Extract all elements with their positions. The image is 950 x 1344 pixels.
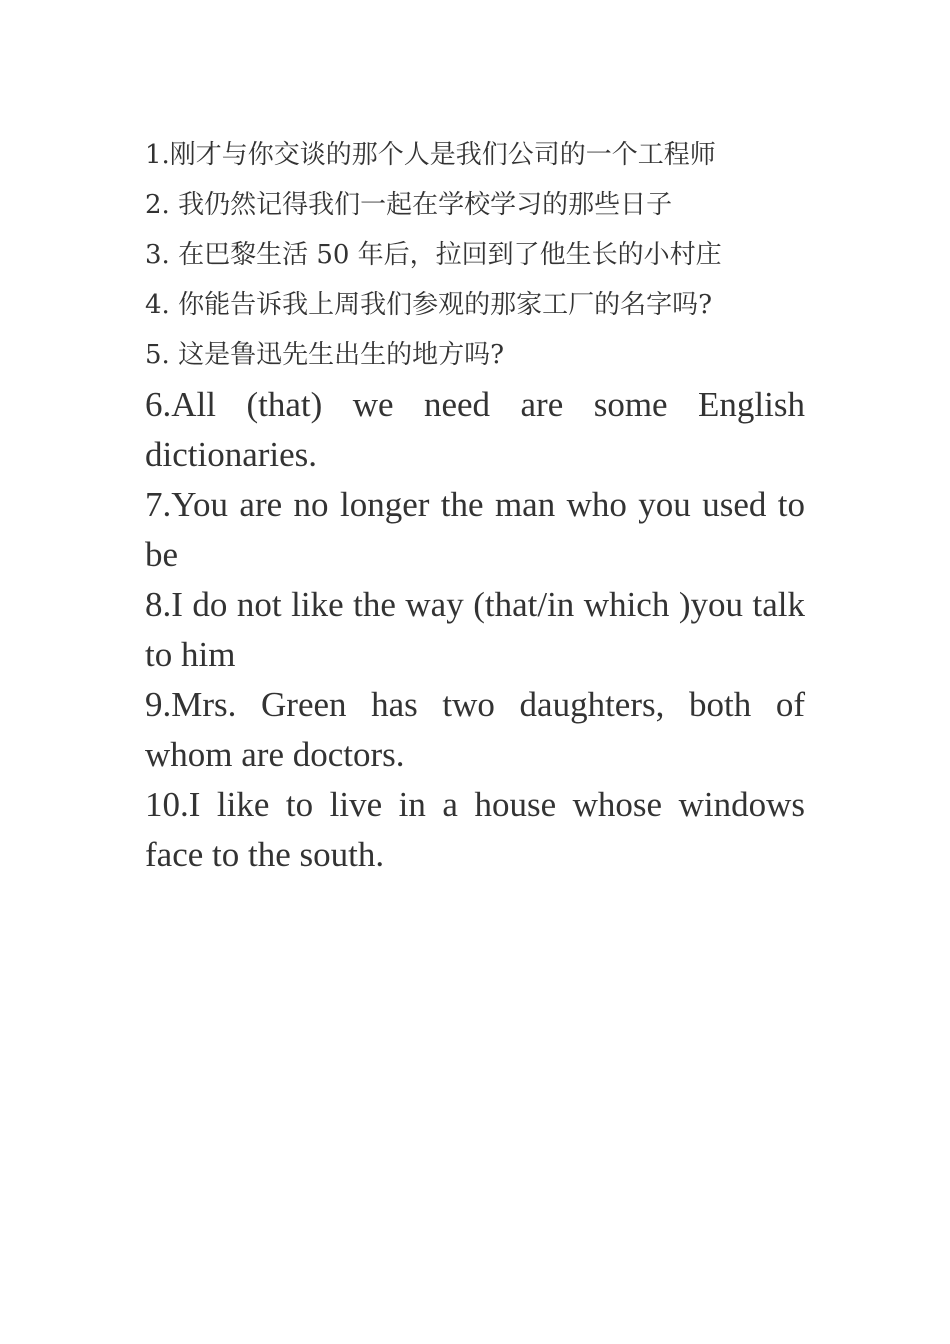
english-sentence-9: 9.Mrs. Green has two daughters, both of whom are doctors. (145, 685, 805, 774)
chinese-sentence-2: 2. 我仍然记得我们一起在学校学习的那些日子 (145, 190, 673, 220)
chinese-sentence-1: 1.刚才与你交谈的那个人是我们公司的一个工程师 (145, 140, 716, 170)
chinese-sentence-3: 3. 在巴黎生活 50 年后，拉回到了他生长的小村庄 (145, 240, 722, 270)
chinese-sentence-5: 5. 这是鲁迅先生出生的地方吗? (145, 340, 505, 370)
chinese-sentence-4: 4. 你能告诉我上周我们参观的那家工厂的名字吗? (145, 290, 713, 320)
english-sentence-7: 7.You are no longer the man who you used to be (145, 485, 805, 574)
english-sentence-10: 10.I like to live in a house whose windows face to the south. (145, 785, 805, 874)
english-sentence-6: 6.All (that) we need are some English dictionaries. (145, 385, 805, 474)
document-body (145, 130, 805, 880)
english-sentence-8: 8.I do not like the way (that/in which )you talk to him (145, 585, 805, 674)
